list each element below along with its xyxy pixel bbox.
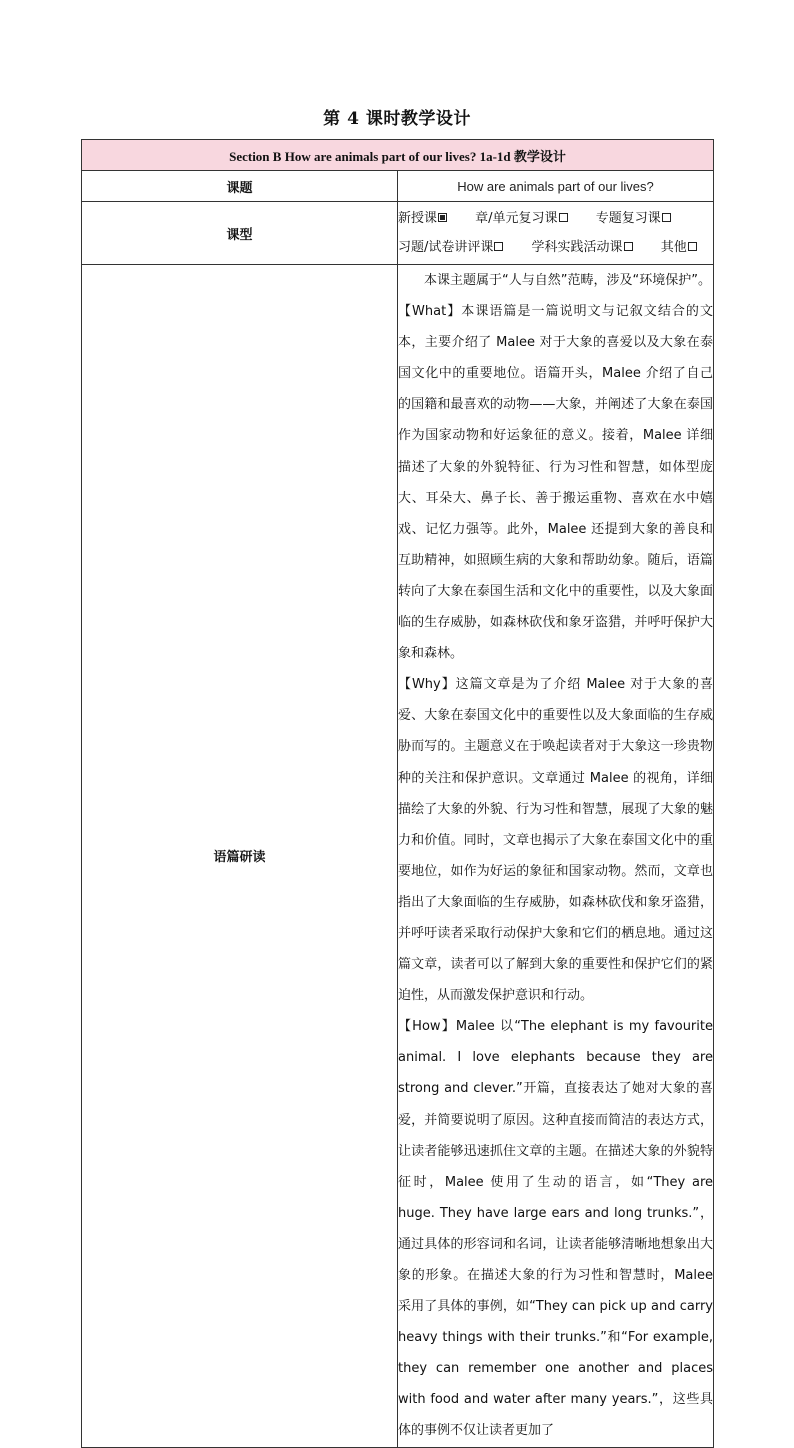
analysis-why (398, 669, 713, 1011)
text-analysis-label: 语篇研读 (82, 265, 398, 1448)
type-option-label: 专题复习课 (595, 211, 661, 226)
type-option-topic-review[interactable] (596, 204, 671, 233)
lesson-type-row-1 (398, 204, 713, 233)
lesson-type-label: 课型 (82, 202, 398, 265)
type-option-label: 其他 (660, 240, 687, 255)
type-option-other[interactable] (661, 233, 697, 262)
analysis-how (398, 1011, 713, 1446)
analysis-what (398, 296, 713, 669)
type-option-label: 学科实践活动课 (531, 240, 623, 255)
lesson-design-table (81, 139, 714, 1448)
table-header-row (82, 140, 714, 171)
type-option-practice[interactable] (532, 233, 633, 262)
text-analysis-row (82, 265, 714, 1448)
lesson-type-options (398, 202, 714, 265)
type-option-label: 章/单元复习课 (475, 211, 558, 226)
how-tag: 【How】 (398, 1019, 456, 1035)
checkbox-icon[interactable] (624, 242, 633, 251)
topic-value: How are animals part of our lives? (398, 171, 714, 202)
checkbox-icon[interactable] (494, 242, 503, 251)
text-analysis-content (398, 265, 714, 1448)
page-title: 第 4 课时教学设计 (323, 109, 471, 129)
checkbox-icon[interactable] (662, 213, 671, 222)
analysis-intro: 本课主题属于“人与自然”范畴，涉及“环境保护”。 (424, 273, 711, 288)
lesson-type-row (82, 202, 714, 265)
what-text: 本课语篇是一篇说明文与记叙文结合的文本，主要介绍了 Malee 对于大象的喜爱以及大象在泰国文化中的重要地位。语篇开头，Malee 介绍了自己的国籍和最喜欢的动物——大象，并阐述了大象在泰国作为国家动物和好运象征的意义。接着，Malee 详细描述了大象的外貌特征、行为习性和智慧，如体型庞大、耳朵大、鼻子长、善于搬运重物、喜欢在水中嬉戏、记忆力强等。此外，Malee 还提到大象的善良和互助精神，如照顾生病的大象和帮助幼象。随后，语篇转向了大象在泰国生活和文化中的重要性，以及大象面临的生存威胁，如森林砍伐和象牙盗猎，并呼吁保护大象和森林。 (398, 304, 713, 662)
checkbox-icon[interactable] (559, 213, 568, 222)
checkbox-checked-icon[interactable] (438, 213, 447, 222)
lesson-type-row-2 (398, 233, 713, 262)
type-option-exercise-review[interactable] (398, 233, 503, 262)
topic-row (82, 171, 714, 202)
type-option-label: 习题/试卷讲评课 (398, 240, 494, 255)
type-option-label: 新授课 (398, 211, 438, 226)
table-header: Section B How are animals part of our lives? 1a-1d 教学设计 (82, 140, 714, 171)
type-option-unit-review[interactable] (475, 204, 567, 233)
why-text: 这篇文章是为了介绍 Malee 对于大象的喜爱、大象在泰国文化中的重要性以及大象面临的生存威胁而写的。主题意义在于唤起读者对于大象这一珍贵物种的关注和保护意识。文章通过 Malee 的视角，详细描绘了大象的外貌、行为习性和智慧，展现了大象的魅力和价值。同时，文章也揭示了大象在泰国文化中的重要地位，如作为好运的象征和国家动物。然而，文章也指出了大象面临的生存威胁，如森林砍伐和象牙盗猎，并呼吁读者采取行动保护大象和它们的栖息地。通过这篇文章，读者可以了解到大象的重要性和保护它们的紧迫性，从而激发保护意识和行动。 (398, 677, 713, 1004)
why-tag: 【Why】 (398, 677, 456, 693)
checkbox-icon[interactable] (688, 242, 697, 251)
type-option-new[interactable] (398, 204, 447, 233)
how-text: Malee 以“The elephant is my favourite animal. I love elephants because they are strong and clever.”开篇，直接表达了她对大象的喜爱，并简要说明了原因。这种直接而简洁的表达方式，让读者能够迅速抓住文章的主题。在描述大象的外貌特征时，Malee 使用了生动的语言，如“They are huge. They have large ears and long trunks.”，通过具体的形容词和名词，让读者能够清晰地想象出大象的形象。在描述大象的行为习性和智慧时，Malee 采用了具体的事例，如“They can pick up and carry heavy things with their trunks.”和“For example, they can remember one another and places with food and water after many years.”，这些具体的事例不仅让读者更加了 (398, 1019, 713, 1439)
topic-label: 课题 (82, 171, 398, 202)
what-tag: 【What】 (398, 304, 462, 320)
